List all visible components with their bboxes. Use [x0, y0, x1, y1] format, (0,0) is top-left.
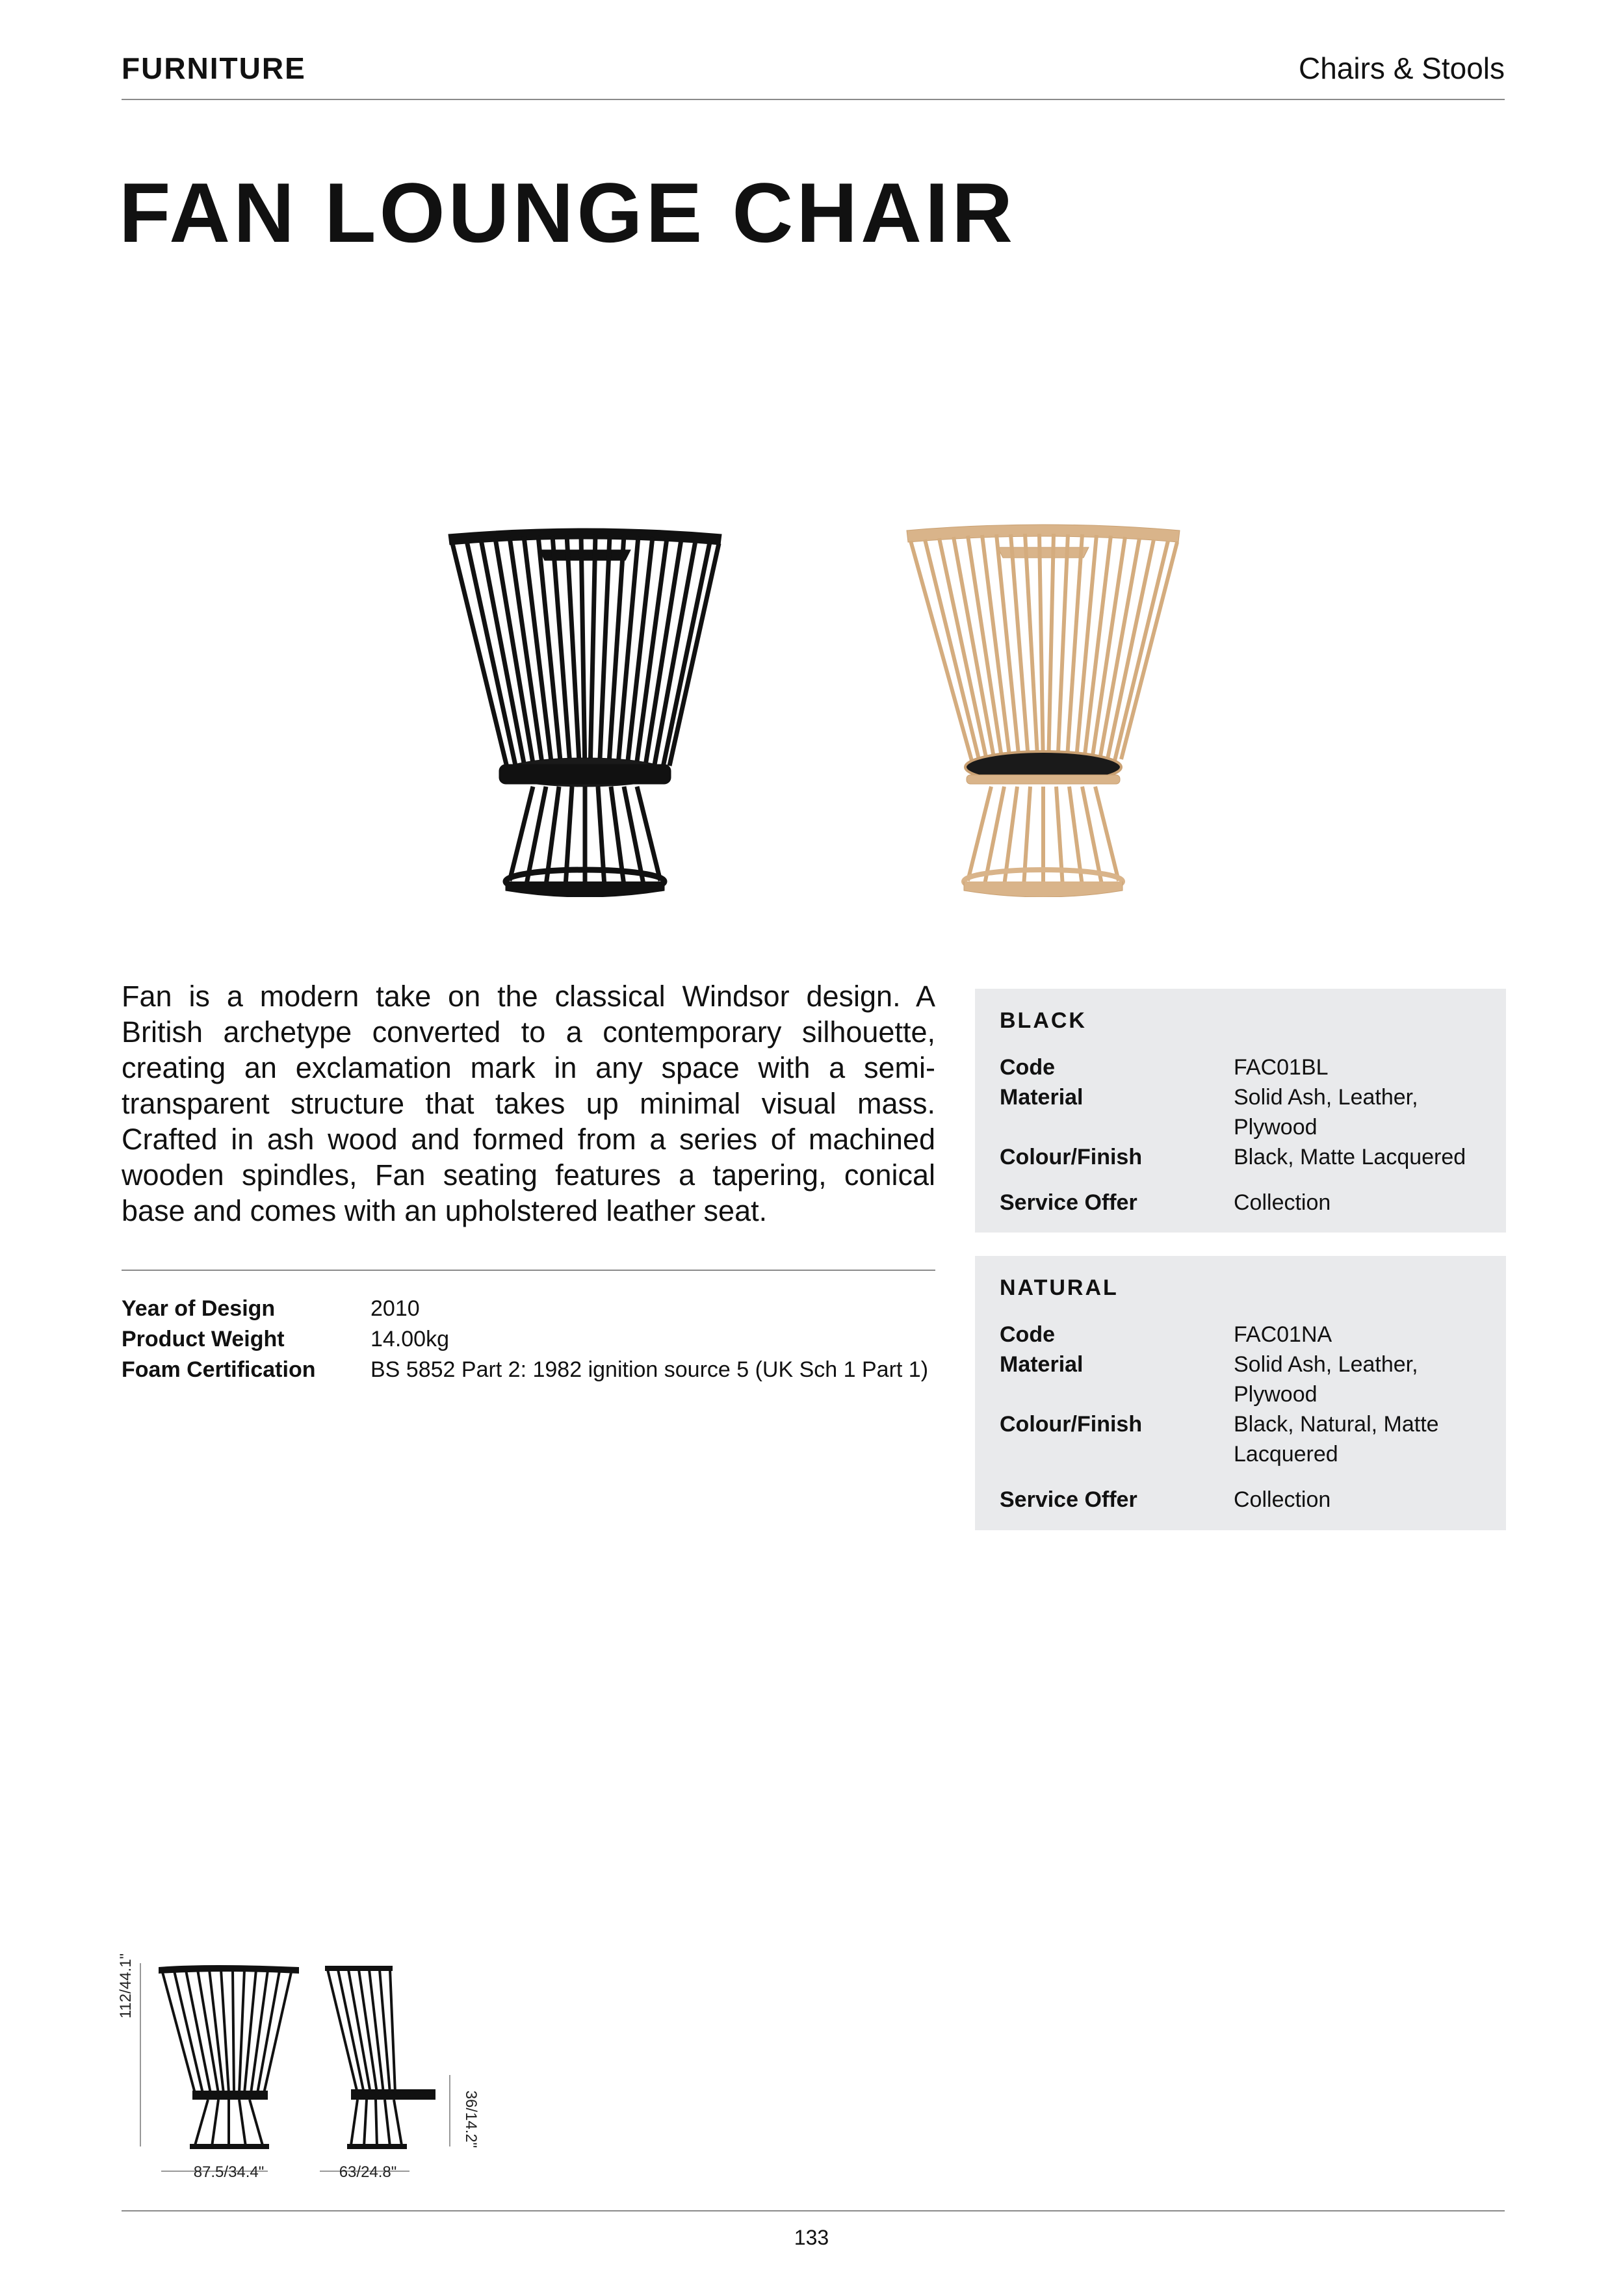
- width-dimension: 87.5/34.4": [193, 2163, 265, 2181]
- height-dimension: 112/44.1": [117, 1953, 135, 2019]
- variant-label: Material: [1000, 1085, 1084, 1110]
- variant-panel-natural: [975, 1256, 1506, 1530]
- variant-title: BLACK: [1000, 1008, 1087, 1033]
- fan-chair-black-icon: [442, 520, 728, 897]
- spec-value: BS 5852 Part 2: 1982 ignition source 5 (UK Sch 1 Part 1): [370, 1357, 929, 1382]
- spec-label: Foam Certification: [122, 1357, 316, 1382]
- variant-value: Solid Ash, Leather, Plywood: [1234, 1085, 1418, 1140]
- variant-label: Material: [1000, 1352, 1084, 1377]
- product-description: Fan is a modern take on the classical Windsor design. A British archetype converted to a contemporary silhouette, creating an exclamation mark in any space with a semi-transparent structure that takes up minimal visual mass. Crafted in ash wood and formed from a series of machined wooden spindles, Fan seating features a tapering, conical base and comes with an upholstered leather seat.: [122, 980, 935, 1227]
- seat-height-dimension: 36/14.2": [462, 2090, 480, 2148]
- section-subcategory: Chairs & Stools: [1298, 51, 1505, 85]
- product-specs: [122, 1294, 928, 1385]
- variant-label: Colour/Finish: [1000, 1412, 1143, 1437]
- page-title: FAN LOUNGE CHAIR: [119, 165, 1016, 260]
- variant-title: NATURAL: [1000, 1275, 1119, 1300]
- variant-row: [1000, 1350, 1494, 1409]
- spec-row: [122, 1324, 928, 1355]
- variant-label: Code: [1000, 1055, 1055, 1080]
- variant-row: [1000, 1485, 1494, 1515]
- variant-value: Collection: [1234, 1190, 1331, 1215]
- variant-row: [1000, 1188, 1494, 1218]
- section-category: FURNITURE: [122, 51, 306, 85]
- variant-row: [1000, 1320, 1494, 1350]
- variant-label: Colour/Finish: [1000, 1145, 1143, 1169]
- spec-value: 2010: [370, 1296, 420, 1321]
- variant-row: [1000, 1142, 1494, 1172]
- variant-value: FAC01NA: [1234, 1322, 1332, 1347]
- depth-dimension: 63/24.8": [339, 2163, 397, 2181]
- page-number: 133: [794, 2226, 829, 2249]
- variant-value: Solid Ash, Leather, Plywood: [1234, 1352, 1418, 1407]
- variant-row: [1000, 1409, 1494, 1469]
- variant-row: [1000, 1082, 1494, 1142]
- variant-value: Collection: [1234, 1487, 1331, 1512]
- fan-chair-natural-icon: [900, 520, 1186, 897]
- variant-value: Black, Natural, Matte Lacquered: [1234, 1412, 1439, 1467]
- variant-value: FAC01BL: [1234, 1055, 1329, 1080]
- variant-label: Code: [1000, 1322, 1055, 1347]
- header-divider: [122, 99, 1505, 100]
- variant-row: [1000, 1052, 1494, 1082]
- dimension-lines: [130, 1957, 494, 2197]
- description-divider: [122, 1270, 935, 1271]
- variant-label: Service Offer: [1000, 1487, 1137, 1512]
- spec-value: 14.00kg: [370, 1327, 449, 1351]
- spec-label: Product Weight: [122, 1327, 285, 1351]
- variant-label: Service Offer: [1000, 1190, 1137, 1215]
- variant-value: Black, Matte Lacquered: [1234, 1145, 1466, 1169]
- spec-row: [122, 1355, 928, 1385]
- footer-divider: [122, 2210, 1505, 2211]
- variant-panel-black: [975, 989, 1506, 1233]
- spec-row: [122, 1294, 928, 1324]
- spec-label: Year of Design: [122, 1296, 276, 1321]
